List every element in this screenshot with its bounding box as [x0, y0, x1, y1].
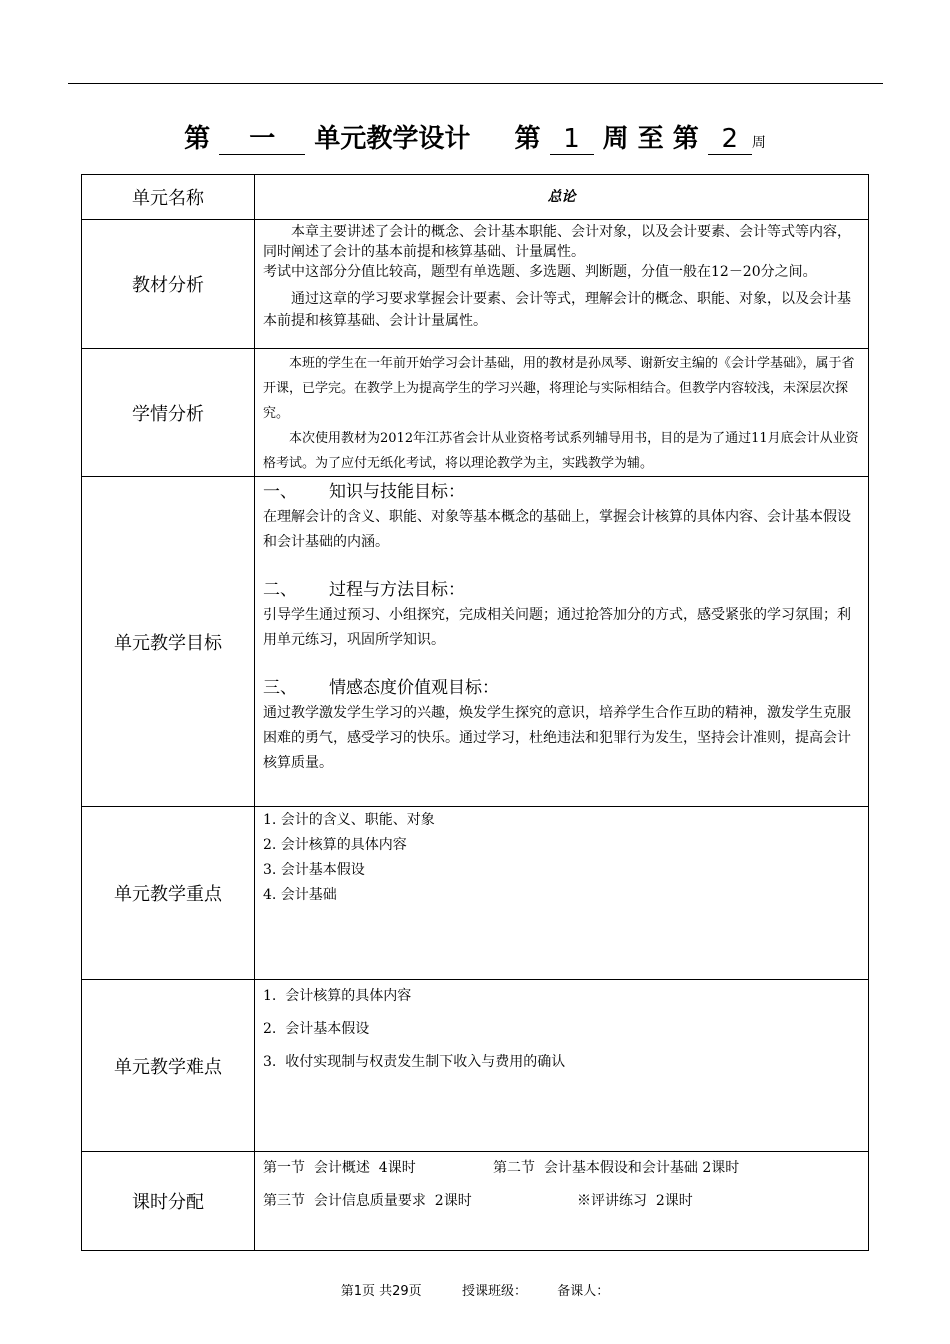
objective-text: 在理解会计的含义、职能、对象等基本概念的基础上，掌握会计核算的具体内容、会计基本假设和会计基础的内涵。: [263, 509, 851, 550]
list-item: 1. 会计核算的具体内容: [263, 988, 412, 1004]
label-hours: 课时分配: [82, 1152, 255, 1251]
page-number: 第1页 共29页: [340, 1284, 422, 1299]
label-textbook-analysis: 教材分析: [82, 220, 255, 349]
label-student-analysis: 学情分析: [82, 349, 255, 477]
student-analysis-content: [255, 349, 869, 477]
section-hours: 第三节 会计信息质量要求 2课时: [263, 1193, 472, 1209]
class-label: 授课班级：: [461, 1284, 527, 1299]
list-item: 2. 会计核算的具体内容: [263, 837, 407, 853]
section-hours: ※评讲练习 2课时: [577, 1193, 693, 1209]
row-student-analysis: [82, 349, 869, 477]
preparer-label: 备课人：: [557, 1284, 610, 1299]
row-difficulties: [82, 980, 869, 1152]
heading-text: 过程与方法目标：: [329, 580, 465, 600]
page-title: [0, 118, 950, 155]
header-rule: [68, 83, 883, 84]
paragraph: 通过这章的学习要求掌握会计要素、会计等式，理解会计的概念、职能、对象，以及会计基本前提和核算基础、会计计量属性。: [263, 291, 851, 329]
key-points-list: [263, 808, 860, 908]
unit-design-table: [81, 174, 869, 1251]
objective-text: 通过教学激发学生学习的兴趣，焕发学生探究的意识，培养学生合作互助的精神，激发学生克服困难的勇气，感受学习的快乐。通过学习，杜绝违法和犯罪行为发生，坚持会计准则，提高会计核算质量。: [263, 705, 851, 771]
title-part: 至: [637, 124, 664, 154]
title-part: 第: [672, 124, 699, 154]
heading-number: 二、: [263, 580, 297, 600]
heading-number: 一、: [263, 482, 297, 502]
list-item: 1. 会计的含义、职能、对象: [263, 812, 435, 828]
paragraph: 本班的学生在一年前开始学习会计基础，用的教材是孙凤琴、谢新安主编的《会计学基础》，属于省开课，已学完。在教学上为提高学生的学习兴趣，将理论与实际相结合。但教学内容较浅，未深层次探究。: [263, 356, 855, 421]
row-textbook-analysis: [82, 220, 869, 349]
row-hours: [82, 1152, 869, 1251]
objective-heading: [263, 675, 860, 701]
title-part: 第: [514, 124, 541, 154]
objective-text: 引导学生通过预习、小组探究，完成相关问题；通过抢答加分的方式，感受紧张的学习氛围；利用单元练习，巩固所学知识。: [263, 607, 851, 648]
title-part: 周: [751, 135, 766, 151]
heading-text: 情感态度价值观目标：: [329, 678, 499, 698]
heading-number: 三、: [263, 678, 297, 698]
row-key-points: [82, 807, 869, 980]
row-objectives: [82, 477, 869, 807]
objective-heading: [263, 577, 860, 603]
label-unit-name: 单元名称: [82, 175, 255, 220]
key-points-content: [255, 807, 869, 980]
objectives-content: [255, 477, 869, 807]
label-objectives: 单元教学目标: [82, 477, 255, 807]
week-to: 2: [708, 124, 752, 155]
paragraph: 本章主要讲述了会计的概念、会计基本职能、会计对象，以及会计要素、会计等式等内容，同时阐述了会计的基本前提和核算基础、计量属性。: [263, 224, 851, 260]
label-difficulties: 单元教学难点: [82, 980, 255, 1152]
list-item: 3. 会计基本假设: [263, 862, 365, 878]
section-hours: 第一节 会计概述 4课时: [263, 1160, 416, 1176]
unit-name-value: 总论: [255, 175, 869, 220]
page-footer: [0, 1280, 950, 1299]
title-part: 周: [602, 124, 629, 154]
list-item: 3. 收付实现制与权责发生制下收入与费用的确认: [263, 1054, 566, 1070]
objective-heading: [263, 479, 860, 505]
row-unit-name: [82, 175, 869, 220]
paragraph: 考试中这部分分值比较高，题型有单选题、多选题、判断题，分值一般在12－20分之间。: [263, 264, 817, 280]
hours-content: [255, 1152, 869, 1251]
textbook-analysis-content: [255, 220, 869, 349]
unit-number: 一: [219, 124, 305, 155]
title-part: 第: [184, 124, 211, 154]
difficulties-list: [263, 980, 860, 1079]
list-item: 2. 会计基本假设: [263, 1021, 370, 1037]
hours-line: [263, 1152, 860, 1185]
title-part: 单元教学设计: [314, 124, 471, 154]
week-from: 1: [550, 124, 594, 155]
list-item: 4. 会计基础: [263, 887, 337, 903]
label-key-points: 单元教学重点: [82, 807, 255, 980]
difficulties-content: [255, 980, 869, 1152]
hours-line: [263, 1185, 860, 1218]
paragraph: 本次使用教材为2012年江苏省会计从业资格考试系列辅导用书，目的是为了通过11月底会计从业资格考试。为了应付无纸化考试，将以理论教学为主，实践教学为辅。: [263, 431, 859, 471]
heading-text: 知识与技能目标：: [329, 482, 465, 502]
section-hours: 第二节 会计基本假设和会计基础 2课时: [493, 1160, 740, 1176]
